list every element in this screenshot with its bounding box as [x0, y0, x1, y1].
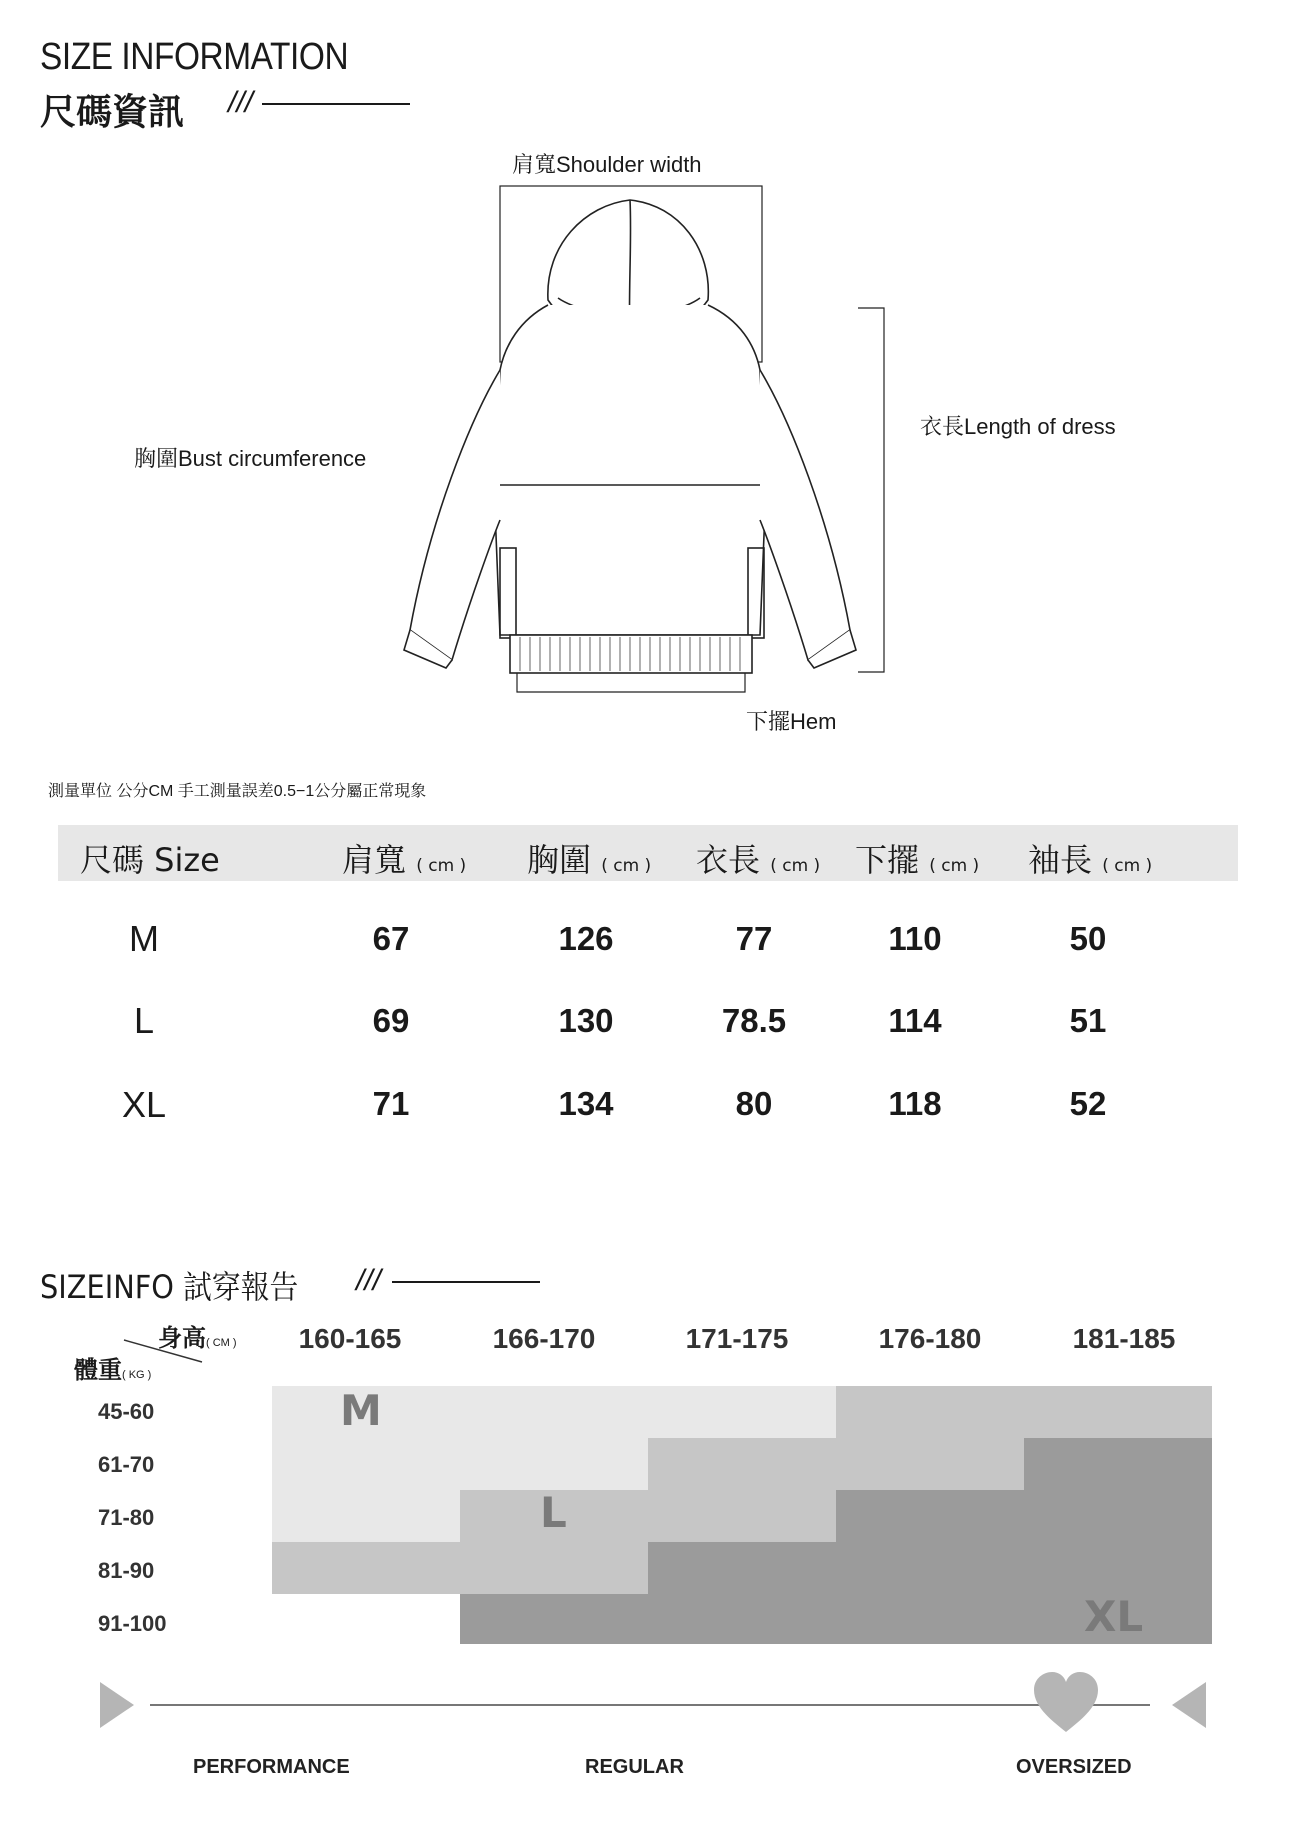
fit-cell-m [648, 1386, 836, 1438]
fit-scale-label: OVERSIZED [1016, 1756, 1132, 1778]
fit-cell-xl [648, 1542, 836, 1594]
heart-icon [1034, 1672, 1098, 1732]
weight-row-header: 91-100 [98, 1611, 167, 1636]
hem-label: 下擺Hem [746, 709, 837, 734]
value-cell: 110 [888, 920, 942, 957]
column-header [855, 835, 979, 881]
fit-cell-l [648, 1438, 836, 1490]
column-unit: ( cm ) [929, 856, 980, 876]
fit-cell-xl [836, 1594, 1024, 1644]
page-title-zh-text: 尺碼資訊 [40, 92, 185, 133]
shoulder-width-label: 肩寬Shoulder width [512, 152, 702, 177]
value-cell: 71 [372, 1085, 410, 1122]
value-cell: 77 [735, 920, 773, 957]
fit-cell-xl [836, 1490, 1024, 1542]
fit-scale [96, 1670, 1216, 1740]
fit-cell-xl [1024, 1438, 1212, 1490]
value-cell: 130 [558, 1002, 614, 1039]
value-cell: 50 [1069, 920, 1107, 957]
value-cell: 78.5 [721, 1002, 787, 1039]
size-mark-l: L [540, 1488, 567, 1537]
fit-cell-m [272, 1490, 460, 1542]
height-column-header: 166-170 [492, 1323, 596, 1354]
fit-cell-l [836, 1438, 1024, 1490]
weight-row-header: 61-70 [98, 1452, 155, 1477]
left-arrow-icon [100, 1682, 134, 1728]
fit-cell-l [836, 1386, 1024, 1438]
column-unit: ( cm ) [770, 856, 821, 876]
column-header [696, 835, 820, 881]
value-cell: 52 [1069, 1085, 1107, 1122]
page-title-en: SIZE INFORMATION [40, 36, 349, 78]
fit-cell-l [1024, 1386, 1212, 1438]
height-column-header: 181-185 [1072, 1323, 1176, 1354]
height-unit: ( CM ) [206, 1337, 237, 1349]
column-header [527, 835, 651, 881]
corner-diagonal [120, 1336, 210, 1366]
column-header-label: 肩寬 [342, 841, 407, 879]
fit-scale-label: PERFORMANCE [193, 1756, 350, 1778]
column-header [1028, 835, 1152, 881]
fit-report-slashes: /// [356, 1264, 382, 1297]
size-column-header: 尺碼 Size [80, 841, 220, 879]
height-column-header: 176-180 [878, 1323, 982, 1354]
hoodie-diagram [0, 0, 1290, 760]
column-header-label: 胸圍 [527, 841, 592, 879]
value-cell: 69 [372, 1002, 410, 1039]
column-header-label: 衣長 [696, 841, 761, 879]
fit-cell-m [460, 1438, 648, 1490]
fit-cell-xl [1024, 1542, 1212, 1594]
fit-cell-xl [648, 1594, 836, 1644]
size-cell: XL [121, 1084, 167, 1125]
height-label: 身高 [158, 1325, 206, 1352]
height-column-header: 160-165 [298, 1323, 402, 1354]
fit-report-title: SIZEINFO 試穿報告 [40, 1268, 299, 1306]
size-cell: M [129, 918, 159, 959]
fit-cell-xl [836, 1542, 1024, 1594]
column-header-label: 下擺 [855, 841, 920, 879]
fit-scale-label: REGULAR [585, 1756, 684, 1778]
weight-row-header: 45-60 [98, 1399, 155, 1424]
fit-cell-m [272, 1438, 460, 1490]
size-mark-xl: XL [1084, 1592, 1144, 1641]
fit-report-rule [392, 1281, 540, 1283]
fit-cell-l [272, 1542, 460, 1594]
right-arrow-icon [1172, 1682, 1206, 1728]
column-header-label: 袖長 [1028, 841, 1093, 879]
weight-row-header: 71-80 [98, 1505, 155, 1530]
fit-cell-m [460, 1386, 648, 1438]
value-cell: 51 [1069, 1002, 1107, 1039]
weight-row-header: 81-90 [98, 1558, 155, 1583]
measurement-note: 測量單位 公分CM 手工測量誤差0.5−1公分屬正常現象 [48, 783, 427, 800]
bust-label: 胸圍Bust circumference [134, 446, 367, 471]
value-cell: 118 [888, 1085, 942, 1122]
value-cell: 80 [735, 1085, 773, 1122]
height-column-header: 171-175 [685, 1323, 789, 1354]
value-cell: 67 [372, 920, 410, 957]
value-cell: 126 [558, 920, 614, 957]
weight-unit: ( KG ) [122, 1369, 152, 1381]
fit-cell-l [648, 1490, 836, 1542]
column-unit: ( cm ) [416, 856, 467, 876]
column-unit: ( cm ) [1102, 856, 1153, 876]
weight-label: 體重 [74, 1357, 122, 1384]
size-cell: L [133, 1000, 155, 1041]
title-slashes: /// [228, 86, 254, 119]
column-unit: ( cm ) [601, 856, 652, 876]
size-mark-m: M [340, 1386, 382, 1435]
value-cell: 114 [888, 1002, 942, 1039]
fit-cell-l [460, 1542, 648, 1594]
column-header [342, 835, 466, 881]
fit-cell-xl [460, 1594, 648, 1644]
length-label: 衣長Length of dress [920, 414, 1116, 439]
fit-cell-xl [1024, 1490, 1212, 1542]
value-cell: 134 [558, 1085, 614, 1122]
